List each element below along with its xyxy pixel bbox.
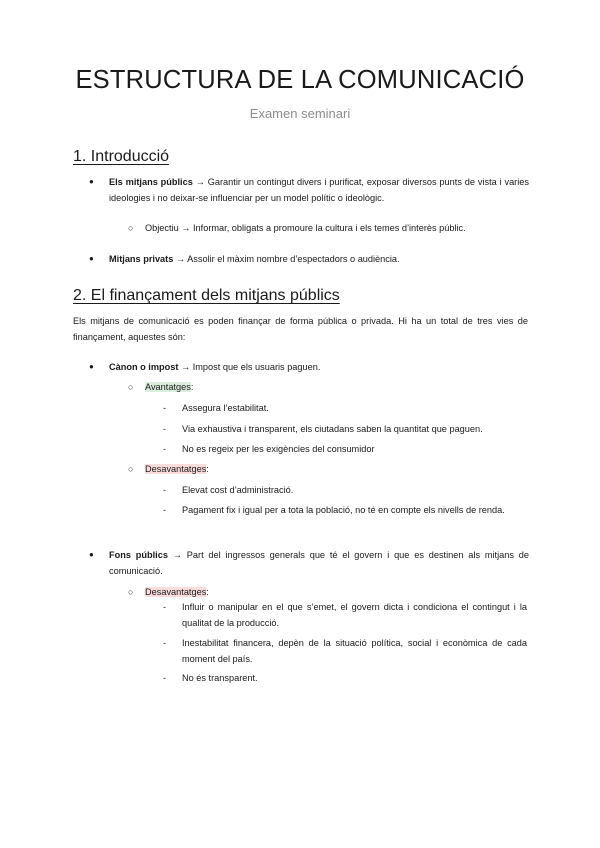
list-item-objectiu: Objectiu → Informar, obligats a promoure la cultura i els temes d’interès públic. (145, 223, 466, 233)
disadvantage-item: No és transparent. (182, 673, 258, 683)
bullet-dash-icon: - (163, 638, 166, 648)
list-item-fons-publics (109, 547, 529, 579)
item-text: Assolir el màxim nombre d’espectadors o audiència. (187, 254, 400, 264)
arrow: → (178, 362, 193, 372)
disadvantages-highlight: Desavantatges (145, 587, 207, 597)
term-fons-publics: Fons públics (109, 550, 168, 560)
document-subtitle: Examen seminari (249, 106, 351, 121)
list-item-mitjans-privats (109, 251, 529, 267)
list-item-mitjans-publics (109, 174, 529, 206)
bullet-dot-icon: ● (89, 177, 94, 186)
term-mitjans-privats: Mitjans privats (109, 254, 174, 264)
bullet-dash-icon: - (163, 673, 166, 683)
bullet-circle-icon: ○ (128, 464, 134, 474)
item-text: Impost que els usuaris paguen. (192, 362, 321, 372)
list-item-canon (109, 359, 529, 375)
bullet-dash-icon: - (163, 424, 166, 434)
section-heading-financament: 2. El finançament dels mitjans públics (73, 287, 340, 304)
item-text: Part del ingressos generals que té el govern i que es destinen als mitjans de comunicació. (109, 550, 529, 576)
disadvantages-label: Desavantatges: (145, 587, 209, 597)
bullet-circle-icon: ○ (128, 587, 134, 597)
bullet-circle-icon: ○ (128, 223, 134, 233)
advantage-item: No es regeix per les exigències del consumidor (182, 444, 375, 454)
advantages-highlight: Avantatges (145, 382, 191, 392)
bullet-dash-icon: - (163, 403, 166, 413)
disadvantage-item: Pagament fix i igual per a tota la població, no té en compte els nivells de renda. (182, 505, 505, 515)
disadvantage-item: Elevat cost d’administració. (182, 485, 294, 495)
item-text: Garantir un contingut divers i purificat, exposar diversos punts de vista i varies ideologies i no deixar-se influenciar per un model polític o ideològic. (109, 177, 529, 203)
bullet-dash-icon: - (163, 485, 166, 495)
disadvantage-item: Influir o manipular en el que s’emet, el govern dicta i condiciona el contingut i la qualitat de la producció. (182, 602, 527, 628)
bullet-circle-icon: ○ (128, 382, 134, 392)
bullet-dash-icon: - (163, 505, 166, 515)
term-mitjans-publics: Els mitjans públics (109, 177, 193, 187)
bullet-dash-icon: - (163, 444, 166, 454)
arrow: → (173, 254, 188, 264)
document-title: ESTRUCTURA DE LA COMUNICACIÓ (75, 66, 525, 94)
advantage-item: Via exhaustiva i transparent, els ciutadans saben la quantitat que paguen. (182, 424, 483, 434)
advantage-item: Assegura l’estabilitat. (182, 403, 269, 413)
section-heading-introduccio: 1. Introducció (73, 148, 170, 165)
disadvantages-highlight: Desavantatges (145, 464, 207, 474)
bullet-dot-icon: ● (89, 362, 94, 371)
bullet-dot-icon: ● (89, 550, 94, 559)
arrow: → (167, 550, 187, 560)
section-intro-paragraph: Els mitjans de comunicació es poden finançar de forma pública o privada. Hi ha un total de tres vies de finançament, aquestes són: (73, 316, 528, 342)
advantages-label: Avantatges: (145, 382, 194, 392)
disadvantage-item: Inestabilitat financera, depèn de la situació política, social i econòmica de cada moment del país. (182, 638, 527, 664)
bullet-dot-icon: ● (89, 254, 94, 263)
term-canon: Cànon o impost (109, 362, 179, 372)
bullet-dash-icon: - (163, 602, 166, 612)
disadvantages-label: Desavantatges: (145, 464, 209, 474)
arrow: → (192, 177, 208, 187)
